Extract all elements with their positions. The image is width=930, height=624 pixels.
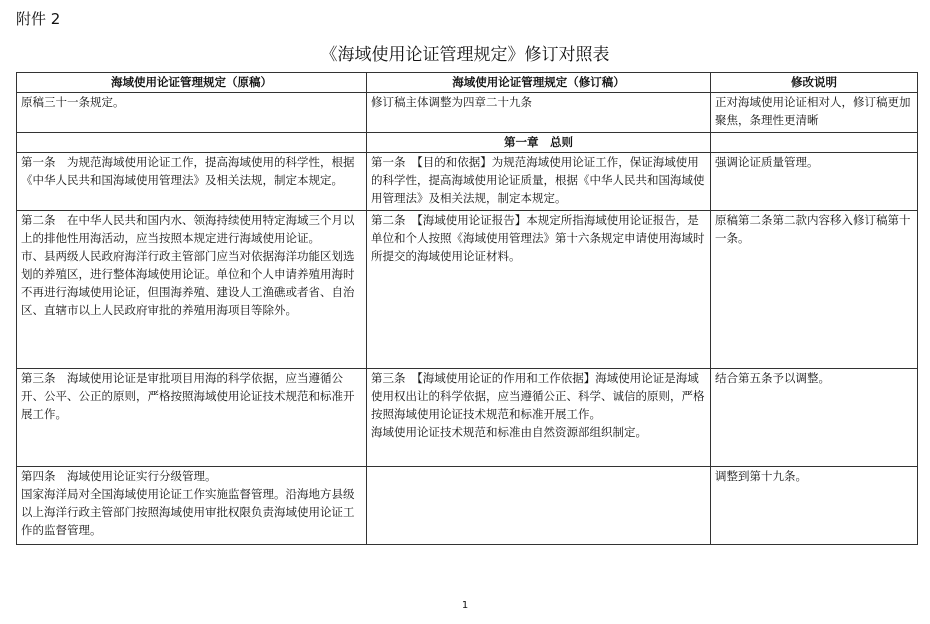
- cell-revised: 修订稿主体调整为四章二十九条: [367, 93, 711, 133]
- attachment-label: 附件 2: [16, 10, 61, 28]
- cell-original: [17, 467, 367, 545]
- table-row: [17, 211, 918, 369]
- cell-revised: [367, 467, 711, 545]
- paragraph: 第三条 【海域使用论证的作用和工作依据】海域使用论证是海域使用权出让的科学依据，应当遵循公正、科学、诚信的原则，严格按照海域使用论证技术规范和标准开展工作。: [371, 371, 705, 421]
- table-row: [17, 153, 918, 211]
- cell-revised: 第一条 【目的和依据】为规范海域使用论证工作，保证海域使用的科学性，提高海域使用论证质量，根据《中华人民共和国海域使用管理法》及相关法规，制定本规定。: [367, 153, 711, 211]
- cell-original: [17, 211, 367, 369]
- document-title: 《海域使用论证管理规定》修订对照表: [320, 45, 610, 65]
- cell-original: 第三条 海域使用论证是审批项目用海的科学依据，应当遵循公开、公平、公正的原则，严格按照海域使用论证技术规范和标准开展工作。: [17, 369, 367, 467]
- cell-revised: [367, 369, 711, 467]
- paragraph: 海域使用论证技术规范和标准由自然资源部组织制定。: [371, 425, 647, 439]
- chapter-heading: 第一章 总则: [367, 133, 711, 153]
- table-row: [17, 369, 918, 467]
- cell-original: 原稿三十一条规定。: [17, 93, 367, 133]
- cell-note: 调整到第十九条。: [711, 467, 918, 545]
- header-original: 海域使用论证管理规定（原稿）: [17, 73, 367, 93]
- cell-note: 原稿第二条第二款内容移入修订稿第十一条。: [711, 211, 918, 369]
- cell-note: 正对海域使用论证相对人，修订稿更加聚焦，条理性更清晰: [711, 93, 918, 133]
- header-revised: 海域使用论证管理规定（修订稿）: [367, 73, 711, 93]
- comparison-table: [16, 72, 918, 545]
- page-number: 1: [461, 600, 469, 611]
- header-note: 修改说明: [711, 73, 918, 93]
- chapter-row: [17, 133, 918, 153]
- paragraph: 国家海洋局对全国海域使用论证工作实施监督管理。沿海地方县级以上海洋行政主管部门按照海域使用审批权限负责海域使用论证工作的监督管理。: [21, 487, 355, 537]
- table-header-row: [17, 73, 918, 93]
- cell-original: 第一条 为规范海域使用论证工作，提高海域使用的科学性，根据《中华人民共和国海域使用管理法》及相关法规，制定本规定。: [17, 153, 367, 211]
- cell-revised: 第二条 【海域使用论证报告】本规定所指海域使用论证报告，是单位和个人按照《海域使用管理法》第十六条规定申请使用海域时所提交的海域使用论证材料。: [367, 211, 711, 369]
- cell-note: 强调论证质量管理。: [711, 153, 918, 211]
- cell-note: 结合第五条予以调整。: [711, 369, 918, 467]
- paragraph: 第四条 海域使用论证实行分级管理。: [21, 469, 217, 483]
- paragraph: 第二条 在中华人民共和国内水、领海持续使用特定海域三个月以上的排他性用海活动，应当按照本规定进行海域使用论证。: [21, 213, 355, 245]
- table-row: [17, 467, 918, 545]
- paragraph: 市、县两级人民政府海洋行政主管部门应当对依据海洋功能区划选划的养殖区，进行整体海域使用论证。单位和个人申请养殖用海时不再进行海域使用论证，但围海养殖、建设人工渔礁或者省、自治区、直辖市以上人民政府审批的养殖用海项目等除外。: [21, 249, 355, 317]
- table-row: [17, 93, 918, 133]
